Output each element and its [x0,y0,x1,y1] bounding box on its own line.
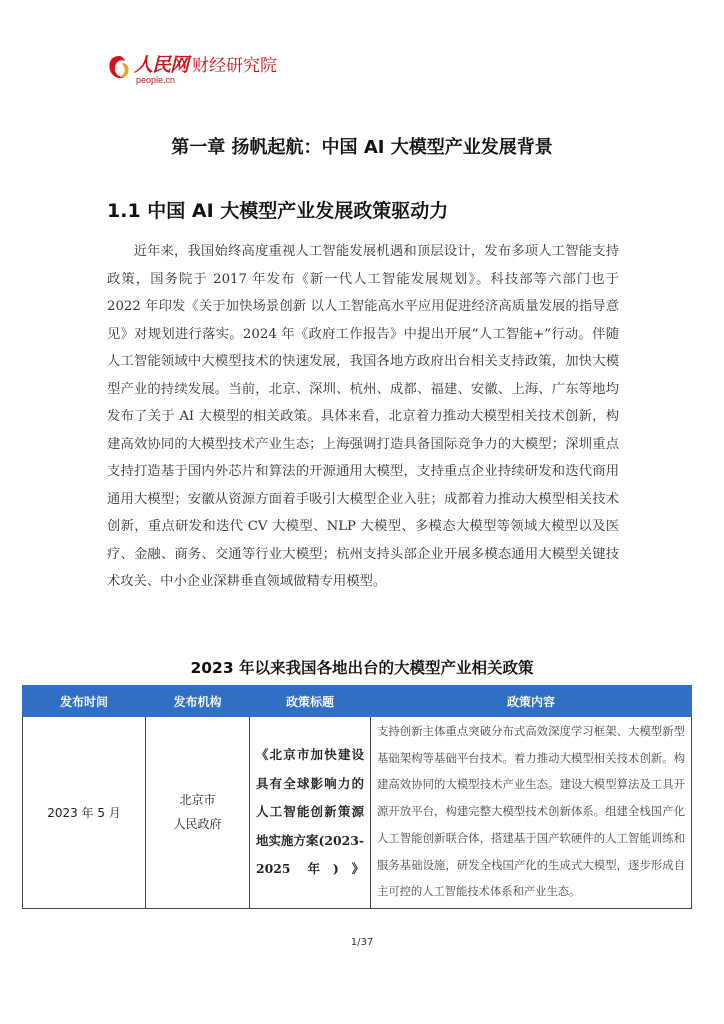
body-paragraph: 近年来，我国始终高度重视人工智能发展机遇和顶层设计，发布多项人工智能支持政策，国务院于 2017 年发布《新一代人工智能发展规划》。科技部等六部门也于 2022 年印发《关于加快场景创新 以人工智能高水平应用促进经济高质量发展的指导意见》对规划进行落实。2024 年《政府工作报告》中提出开展“人工智能+”行动。伴随人工智能领域中大模型技术的快速发展，我国各地方政府出台相关支持政策，加快大模型产业的持续发展。当前，北京、深圳、杭州、成都、福建、安徽、上海、广东等地均发布了关于 AI 大模型的相关政策。具体来看，北京着力推动大模型相关技术创新，构建高效协同的大模型技术产业生态；上海强调打造具备国际竞争力的大模型；深圳重点支持打造基于国内外芯片和算法的开源通用大模型，支持重点企业持续研发和迭代商用通用大模型；安徽从资源方面着手吸引大模型企业入驻；成都着力推动大模型相关技术创新，重点研发和迭代 CV 大模型、NLP 大模型、多模态大模型等领域大模型以及医疗、金融、商务、交通等行业大模型；杭州支持头部企业开展多模态通用大模型关键技术攻关、中小企业深耕垂直领域做精专用模型。 [107,244,619,589]
chapter-title: 第一章 扬帆起航：中国 AI 大模型产业发展背景 [171,137,553,158]
header-title: 政策标题 [250,686,371,717]
cell-org-line1: 北京市 [179,793,216,808]
header-content: 政策内容 [371,686,692,717]
policy-table [22,685,692,909]
cell-date: 2023 年 5 月 [23,717,146,909]
cell-policy-content: 支持创新主体重点突破分布式高效深度学习框架、大模型新型基础架构等基础平台技术。着力推动大模型相关技术创新。构建高效协同的大模型技术产业生态。建设大模型算法及工具开源开放平台，构建完整大模型技术创新体系。组建全栈国产化人工智能创新联合体，搭建基于国产软硬件的人工智能训练和服务基础设施，研发全栈国产化的生成式大模型，逐步形成自主可控的人工智能技术体系和产业生态。 [371,717,692,909]
table-row [23,717,692,909]
logo-url: people.cn [136,75,176,85]
table-header-row [23,686,692,717]
logo-subtitle: 财经研究院 [192,56,278,76]
people-daily-logo-icon [106,53,132,83]
cell-org [146,717,250,909]
section-title: 1.1 中国 AI 大模型产业发展政策驱动力 [107,200,449,222]
cell-org-line2: 人民政府 [173,817,222,832]
page-number: 1/37 [350,937,374,948]
logo-brand-text: 人民网 [134,54,189,76]
header-org: 发布机构 [146,686,250,717]
cell-policy-title: 《北京市加快建设具有全球影响力的人工智能创新策源地实施方案(2023-2025 年)》 [250,717,371,909]
header-date: 发布时间 [23,686,146,717]
header-logo [106,50,277,85]
table-title: 2023 年以来我国各地出台的大模型产业相关政策 [190,659,534,677]
